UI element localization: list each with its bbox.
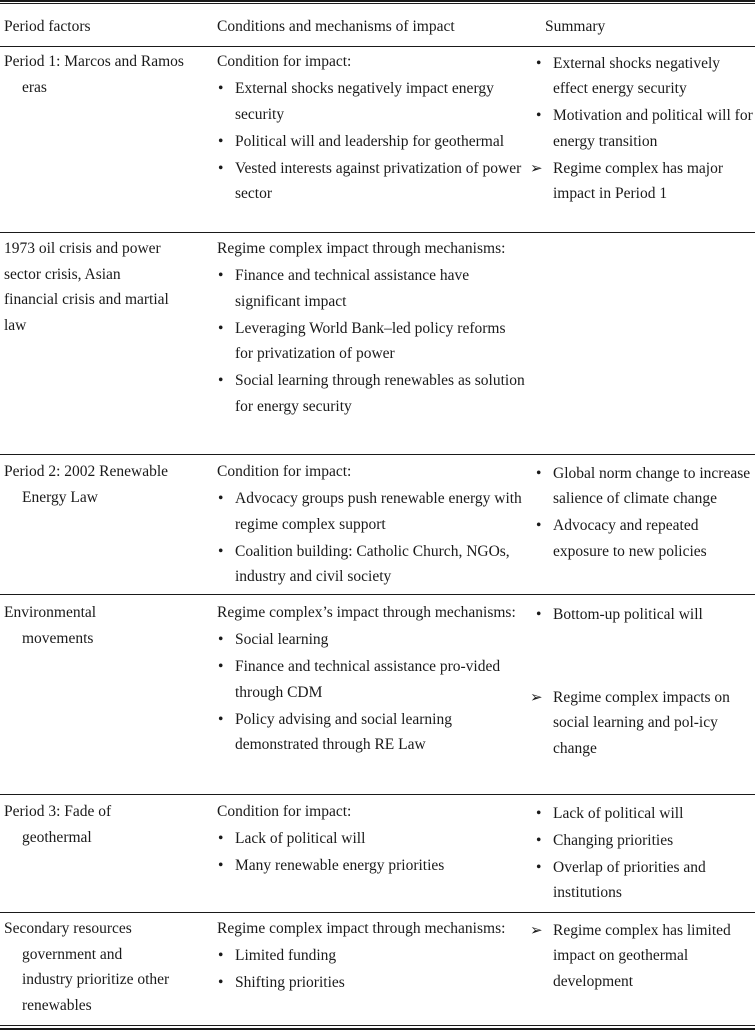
bullet-text: Leveraging World Bank–led policy reforms for privatization of power xyxy=(235,319,506,362)
summary-bullet xyxy=(535,602,755,628)
bottom-rule xyxy=(0,1028,755,1030)
row-4-conditions xyxy=(217,600,527,758)
condition-bullet xyxy=(217,707,527,758)
bullet-icon: • xyxy=(536,858,542,876)
summary-text: Regime complex has major impact in Period 1 xyxy=(553,159,724,202)
bullet-icon: • xyxy=(536,517,542,534)
condition-lead: Regime complex’s impact through mechanisms: xyxy=(217,604,516,621)
condition-bullet xyxy=(217,368,527,419)
condition-bullet xyxy=(217,539,527,590)
bullet-icon: • xyxy=(218,490,224,507)
condition-bullet xyxy=(217,156,527,207)
summary-text: Global norm change to increase salience of climate change xyxy=(553,464,751,507)
row-rule xyxy=(0,594,755,595)
row-3-conditions xyxy=(217,459,527,590)
bullet-icon: • xyxy=(218,319,224,337)
condition-lead: Regime complex impact through mechanisms: xyxy=(217,240,506,257)
header-conditions-mechanisms: Conditions and mechanisms of impact xyxy=(217,18,455,35)
summary-bullet xyxy=(535,103,755,154)
bottom-rule-inner xyxy=(0,1025,755,1026)
summary-text: Advocacy and repeated exposure to new policies xyxy=(553,517,707,560)
bullet-text: Vested interests against privatization of power sector xyxy=(235,159,522,202)
bullet-icon: • xyxy=(218,857,224,874)
condition-bullet xyxy=(217,943,527,969)
row-1-conditions xyxy=(217,49,527,207)
bullet-icon: • xyxy=(536,804,542,822)
row-1-factor xyxy=(4,49,204,100)
condition-lead: Condition for impact: xyxy=(217,803,352,820)
summary-bullet xyxy=(535,51,755,102)
bullet-icon: • xyxy=(536,464,542,482)
arrow-icon: ➢ xyxy=(530,158,543,177)
bullet-icon: • xyxy=(218,372,224,389)
bullet-text: Policy advising and social learning demonstrated through RE Law xyxy=(235,710,452,753)
bullet-icon: • xyxy=(218,542,224,560)
condition-bullet xyxy=(217,263,527,314)
summary-text: Regime complex impacts on social learning and pol-icy change xyxy=(553,688,730,757)
condition-bullet xyxy=(217,486,527,537)
summary-bullet xyxy=(535,513,755,564)
bullet-text: Finance and technical assistance have significant impact xyxy=(235,267,470,310)
condition-bullet xyxy=(217,853,527,879)
row-5-conditions xyxy=(217,799,527,879)
bullet-text: Advocacy groups push renewable energy with regime complex support xyxy=(235,490,522,533)
factor-text: Secondary resources government and industry prioritize other renewables xyxy=(4,920,170,1014)
factor-text: Period 3: Fade of geothermal xyxy=(4,803,112,846)
header-summary: Summary xyxy=(545,18,606,35)
bullet-icon: • xyxy=(218,80,224,97)
condition-bullet xyxy=(217,970,527,996)
condition-bullet xyxy=(217,76,527,127)
bullet-icon: • xyxy=(218,974,224,991)
summary-text: Overlap of priorities and institutions xyxy=(553,858,706,901)
summary-text: Bottom-up political will xyxy=(553,605,703,623)
bullet-text: External shocks negatively impact energy security xyxy=(235,80,494,123)
row-4-factor xyxy=(4,600,204,651)
top-rule xyxy=(0,0,755,2)
condition-bullet xyxy=(217,316,527,367)
row-1-summary xyxy=(530,49,755,207)
factor-text: Environmental movements xyxy=(4,604,97,647)
row-rule xyxy=(0,232,755,233)
condition-lead: Condition for impact: xyxy=(217,463,352,480)
header-rule xyxy=(0,46,755,47)
bullet-text: Finance and technical assistance pro-vided through CDM xyxy=(235,658,501,701)
top-rule-inner xyxy=(0,3,755,4)
bullet-text: Social learning xyxy=(235,631,329,648)
bullet-icon: • xyxy=(218,947,224,964)
summary-arrow-point xyxy=(530,685,755,762)
bullet-text: Shifting priorities xyxy=(235,974,345,991)
bullet-text: Social learning through renewables as solution for energy security xyxy=(235,372,525,415)
summary-text: Lack of political will xyxy=(553,804,684,822)
condition-bullet xyxy=(217,654,527,705)
factor-text: Period 1: Marcos and Ramos eras xyxy=(4,53,184,96)
condition-bullet xyxy=(217,826,527,852)
row-4-summary xyxy=(535,600,755,627)
bullet-icon: • xyxy=(536,107,542,124)
bullet-text: Political will and leadership for geothermal xyxy=(235,132,505,150)
summary-arrow-point xyxy=(530,918,755,995)
summary-bullet xyxy=(535,461,755,512)
bullet-icon: • xyxy=(218,132,224,150)
bullet-icon: • xyxy=(218,159,224,177)
summary-bullet xyxy=(535,828,755,854)
row-rule xyxy=(0,794,755,795)
summary-text: Changing priorities xyxy=(553,831,674,849)
bullet-icon: • xyxy=(218,658,224,675)
row-6-factor xyxy=(4,916,174,1018)
factor-text: Period 2: 2002 Renewable Energy Law xyxy=(4,463,169,506)
condition-lead: Condition for impact: xyxy=(217,53,352,70)
bullet-icon: • xyxy=(536,54,542,72)
arrow-icon: ➢ xyxy=(530,920,543,939)
bullet-text: Limited funding xyxy=(235,947,337,964)
summary-text: Motivation and political will for energy transition xyxy=(553,107,753,150)
bullet-text: Lack of political will xyxy=(235,830,366,847)
row-5-factor xyxy=(4,799,204,850)
arrow-icon: ➢ xyxy=(530,687,543,706)
row-6-conditions xyxy=(217,916,527,996)
bullet-icon: • xyxy=(218,267,224,284)
row-2-factor: 1973 oil crisis and power sector crisis, Asian financial crisis and martial law xyxy=(4,240,169,334)
bullet-icon: • xyxy=(218,830,224,847)
bullet-text: Many renewable energy priorities xyxy=(235,857,445,874)
row-5-summary xyxy=(535,799,755,906)
header-period-factors: Period factors xyxy=(4,18,91,35)
summary-text: Regime complex has limited impact on geothermal development xyxy=(553,921,731,990)
row-3-factor xyxy=(4,459,204,510)
row-rule xyxy=(0,454,755,455)
summary-bullet xyxy=(535,855,755,906)
condition-bullet xyxy=(217,627,527,653)
summary-arrow-point xyxy=(530,156,755,207)
bullet-icon: • xyxy=(536,605,542,623)
bullet-text: Coalition building: Catholic Church, NGOs, industry and civil society xyxy=(235,542,510,585)
row-3-summary xyxy=(535,459,755,564)
row-4-summary-arrow xyxy=(530,683,755,761)
bullet-icon: • xyxy=(218,710,224,728)
row-2-conditions xyxy=(217,236,527,419)
row-rule xyxy=(0,912,755,913)
summary-text: External shocks negatively effect energy security xyxy=(553,54,721,97)
row-6-summary xyxy=(530,916,755,994)
summary-bullet xyxy=(535,801,755,827)
condition-bullet xyxy=(217,129,527,155)
bullet-icon: • xyxy=(536,831,542,849)
bullet-icon: • xyxy=(218,631,224,648)
condition-lead: Regime complex impact through mechanisms: xyxy=(217,920,506,937)
